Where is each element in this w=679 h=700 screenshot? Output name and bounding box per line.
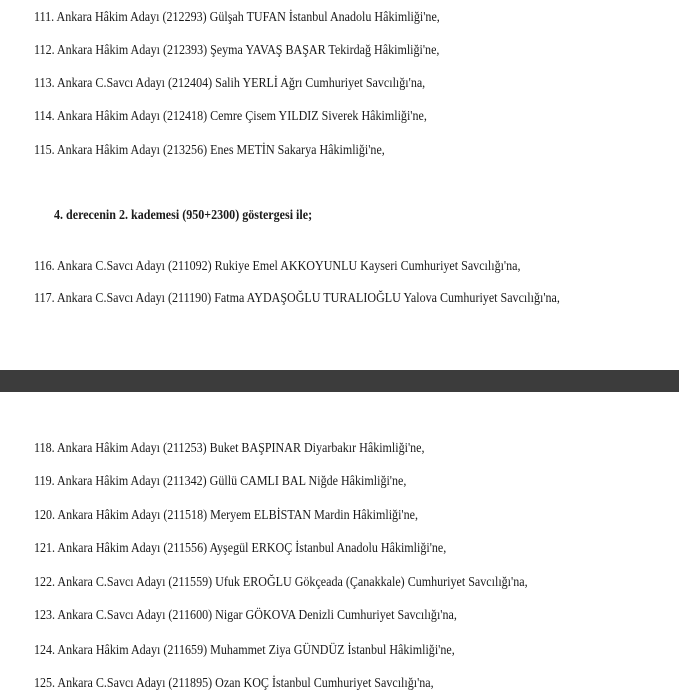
list-item-115: 115. Ankara Hâkim Adayı (213256) Enes METİN Sakarya Hâkimliği'ne, <box>34 143 385 158</box>
list-item-119: 119. Ankara Hâkim Adayı (211342) Güllü CAMLI BAL Niğde Hâkimliği'ne, <box>34 474 407 489</box>
list-item-117: 117. Ankara C.Savcı Adayı (211190) Fatma AYDAŞOĞLU TURALIOĞLU Yalova Cumhuriyet Savcılığı'na, <box>34 291 560 306</box>
list-item-114: 114. Ankara Hâkim Adayı (212418) Cemre Çisem YILDIZ Siverek Hâkimliği'ne, <box>34 109 427 124</box>
list-item-122: 122. Ankara C.Savcı Adayı (211559) Ufuk EROĞLU Gökçeada (Çanakkale) Cumhuriyet Savcılığı'na, <box>34 575 528 590</box>
list-item-112: 112. Ankara Hâkim Adayı (212393) Şeyma YAVAŞ BAŞAR Tekirdağ Hâkimliği'ne, <box>34 43 440 58</box>
list-item-116: 116. Ankara C.Savcı Adayı (211092) Rukiye Emel AKKOYUNLU Kayseri Cumhuriyet Savcılığı'na, <box>34 259 521 274</box>
list-item-118: 118. Ankara Hâkim Adayı (211253) Buket BAŞPINAR Diyarbakır Hâkimliği'ne, <box>34 441 425 456</box>
section-heading: 4. derecenin 2. kademesi (950+2300) göstergesi ile; <box>54 208 313 223</box>
list-item-124: 124. Ankara Hâkim Adayı (211659) Muhammet Ziya GÜNDÜZ İstanbul Hâkimliği'ne, <box>34 643 455 658</box>
page-divider <box>0 370 679 392</box>
list-item-123: 123. Ankara C.Savcı Adayı (211600) Nigar GÖKOVA Denizli Cumhuriyet Savcılığı'na, <box>34 608 457 623</box>
list-item-121: 121. Ankara Hâkim Adayı (211556) Ayşegül ERKOÇ İstanbul Anadolu Hâkimliği'ne, <box>34 541 447 556</box>
list-item-125: 125. Ankara C.Savcı Adayı (211895) Ozan KOÇ İstanbul Cumhuriyet Savcılığı'na, <box>34 676 434 691</box>
list-item-111: 111. Ankara Hâkim Adayı (212293) Gülşah TUFAN İstanbul Anadolu Hâkimliği'ne, <box>34 10 440 25</box>
list-item-113: 113. Ankara C.Savcı Adayı (212404) Salih YERLİ Ağrı Cumhuriyet Savcılığı'na, <box>34 76 426 91</box>
list-item-120: 120. Ankara Hâkim Adayı (211518) Meryem ELBİSTAN Mardin Hâkimliği'ne, <box>34 508 418 523</box>
